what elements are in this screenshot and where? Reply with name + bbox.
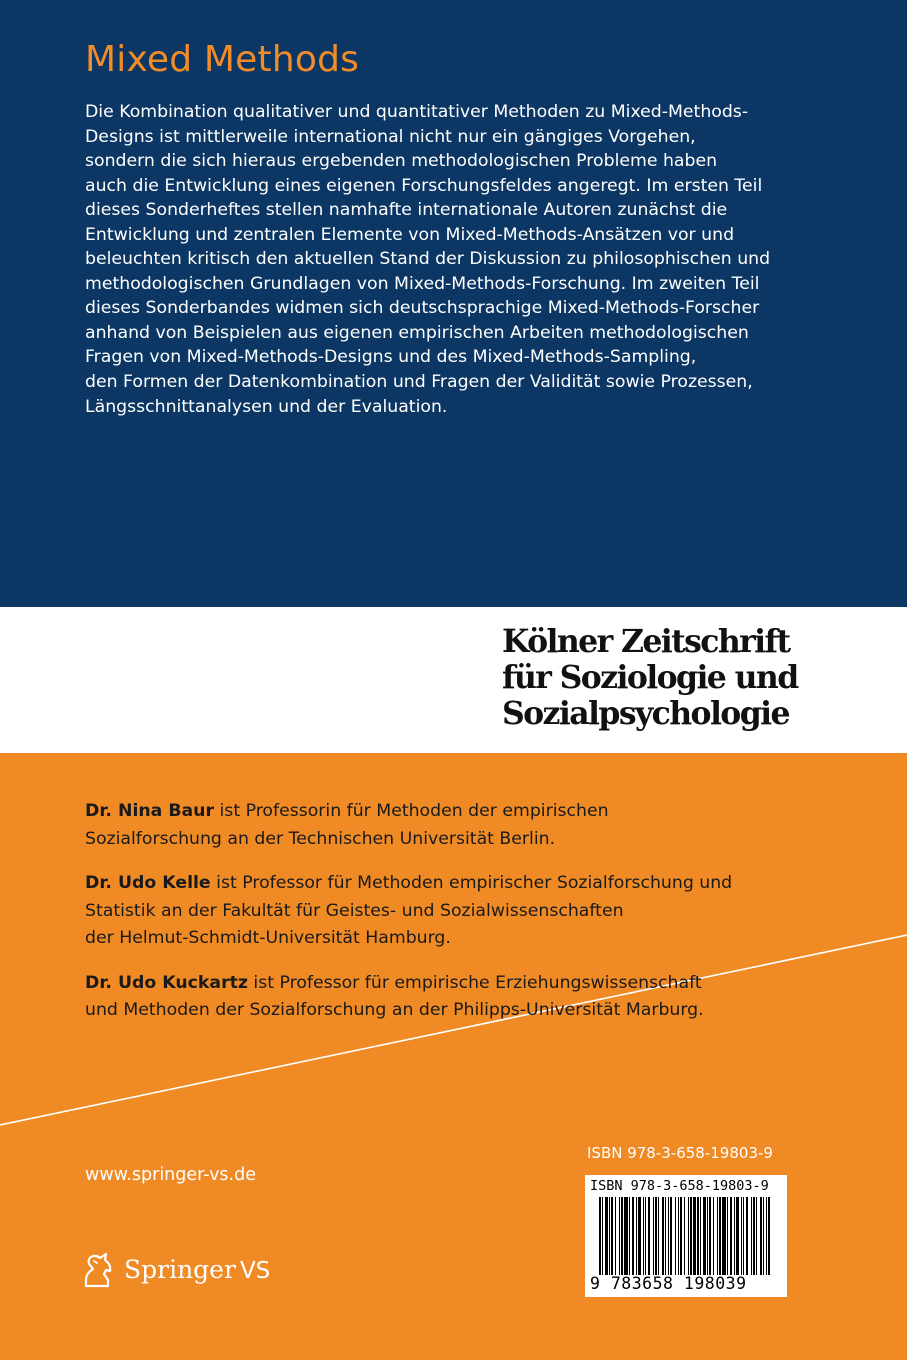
barcode-bar <box>619 1197 620 1275</box>
publisher-website: www.springer-vs.de <box>85 1165 256 1185</box>
barcode-bar <box>756 1197 757 1275</box>
barcode-digits: 9 783658 198039 <box>590 1274 747 1293</box>
barcode-bar <box>717 1197 718 1275</box>
barcode-bar <box>766 1197 767 1275</box>
description-line: anhand von Beispielen aus eigenen empirischen Arbeiten methodologischen <box>85 322 749 343</box>
barcode-bar <box>658 1197 659 1275</box>
barcode-bar <box>645 1197 646 1275</box>
author-bio-text: ist Professorin für Methoden der empirischen <box>214 801 609 821</box>
barcode-bar <box>643 1197 644 1275</box>
barcode-bar <box>690 1197 692 1275</box>
barcode-bar <box>751 1197 752 1275</box>
barcode-bar <box>709 1197 711 1275</box>
book-title: Mixed Methods <box>85 39 360 80</box>
book-description <box>85 100 830 419</box>
description-line: dieses Sonderheftes stellen namhafte internationale Autoren zunächst die <box>85 200 728 221</box>
description-line: Längsschnittanalysen und der Evaluation. <box>85 396 448 417</box>
barcode-bar <box>662 1197 664 1275</box>
barcode-bar <box>707 1197 708 1275</box>
barcode-bar <box>746 1197 748 1275</box>
author-bio-text: ist Professor für Methoden empirischer Sozialforschung und <box>210 873 733 893</box>
barcode-bar <box>730 1197 732 1275</box>
journal-title-line: für Soziologie und <box>502 659 798 696</box>
description-line: sondern die sich hieraus ergebenden methodologischen Probleme haben <box>85 151 718 172</box>
publisher-suffix: VS <box>239 1257 271 1284</box>
description-line: Designs ist mittlerweile international nicht nur ein gängiges Vorgehen, <box>85 126 696 147</box>
barcode-bar <box>743 1197 744 1275</box>
barcode-bar <box>621 1197 623 1275</box>
barcode-bars <box>599 1197 773 1275</box>
barcode-bar <box>609 1197 610 1275</box>
barcode-bar <box>697 1197 699 1275</box>
barcode-bar <box>665 1197 666 1275</box>
description-line: dieses Sonderbandes widmen sich deutschsprachige Mixed-Methods-Forscher <box>85 298 760 319</box>
barcode-bar <box>648 1197 650 1275</box>
description-line: Fragen von Mixed-Methods-Designs und des Mixed-Methods-Sampling, <box>85 347 697 368</box>
barcode-bar <box>675 1197 676 1275</box>
journal-title-line: Kölner Zeitschrift <box>502 623 790 660</box>
barcode-bar <box>678 1197 679 1275</box>
barcode-bar <box>599 1197 601 1275</box>
barcode-bar <box>624 1197 628 1275</box>
barcode-bar <box>753 1197 755 1275</box>
description-line: Entwicklung und zentralen Elemente von Mixed-Methods-Ansätzen vor und <box>85 224 735 245</box>
barcode-bar <box>736 1197 739 1275</box>
journal-title-line: Sozialpsychologie <box>502 695 789 732</box>
author-bio <box>85 970 845 1025</box>
springer-horse-logo-icon <box>78 1250 118 1290</box>
author-name: Dr. Udo Kelle <box>85 873 211 893</box>
barcode-bar <box>719 1197 721 1275</box>
journal-title <box>502 624 798 732</box>
publisher-name: Springer <box>124 1254 236 1284</box>
author-bio-text: ist Professor für empirische Erziehungswissenschaft <box>247 972 702 993</box>
author-bio-text: Statistik an der Fakultät für Geistes- und Sozialwissenschaften <box>85 900 624 921</box>
barcode-bar <box>768 1197 770 1275</box>
barcode-bar <box>688 1197 689 1275</box>
author-bios <box>85 798 845 1042</box>
barcode-bar <box>668 1197 669 1275</box>
barcode-bar <box>680 1197 682 1275</box>
description-line: den Formen der Datenkombination und Fragen der Validität sowie Prozessen, <box>85 372 753 393</box>
author-bio <box>85 798 845 853</box>
author-bio <box>85 870 845 953</box>
author-name: Dr. Udo Kuckartz <box>85 972 248 993</box>
barcode-bar <box>655 1197 657 1275</box>
barcode-bar <box>700 1197 701 1275</box>
barcode-bar <box>684 1197 685 1275</box>
barcode-bar <box>636 1197 637 1275</box>
barcode-bar <box>693 1197 696 1275</box>
isbn-label: ISBN 978-3-658-19803-9 <box>587 1144 773 1162</box>
barcode-bar <box>638 1197 641 1275</box>
barcode-bar <box>602 1197 603 1275</box>
barcode-bar <box>703 1197 706 1275</box>
barcode-bar <box>741 1197 742 1275</box>
barcode-bar <box>727 1197 728 1275</box>
barcode-bar <box>734 1197 735 1275</box>
barcode-bar <box>605 1197 608 1275</box>
barcode-bar <box>763 1197 764 1275</box>
barcode-bar <box>629 1197 630 1275</box>
barcode-bar <box>713 1197 714 1275</box>
barcode-header: ISBN 978-3-658-19803-9 <box>590 1178 769 1194</box>
barcode-bar <box>653 1197 654 1275</box>
description-line: Die Kombination qualitativer und quantitativer Methoden zu Mixed-Methods- <box>85 102 749 122</box>
springer-vs-logo <box>78 1250 270 1290</box>
description-line: auch die Entwicklung eines eigenen Forschungsfeldes angeregt. Im ersten Teil <box>85 175 763 196</box>
barcode-bar <box>611 1197 613 1275</box>
barcode-bar <box>615 1197 616 1275</box>
author-name: Dr. Nina Baur <box>85 801 215 821</box>
barcode-bar <box>670 1197 672 1275</box>
author-bio-text: und Methoden der Sozialforschung an der Philipps-Universität Marburg. <box>85 1000 704 1020</box>
isbn-barcode <box>585 1175 787 1297</box>
barcode-bar <box>722 1197 726 1275</box>
author-bio-text: Sozialforschung an der Technischen Universität Berlin. <box>85 828 556 849</box>
description-line: methodologischen Grundlagen von Mixed-Methods-Forschung. Im zweiten Teil <box>85 273 760 294</box>
barcode-bar <box>760 1197 762 1275</box>
description-line: beleuchten kritisch den aktuellen Stand der Diskussion zu philosophischen und <box>85 249 771 270</box>
barcode-bar <box>632 1197 634 1275</box>
author-bio-text: der Helmut-Schmidt-Universität Hamburg. <box>85 928 451 948</box>
